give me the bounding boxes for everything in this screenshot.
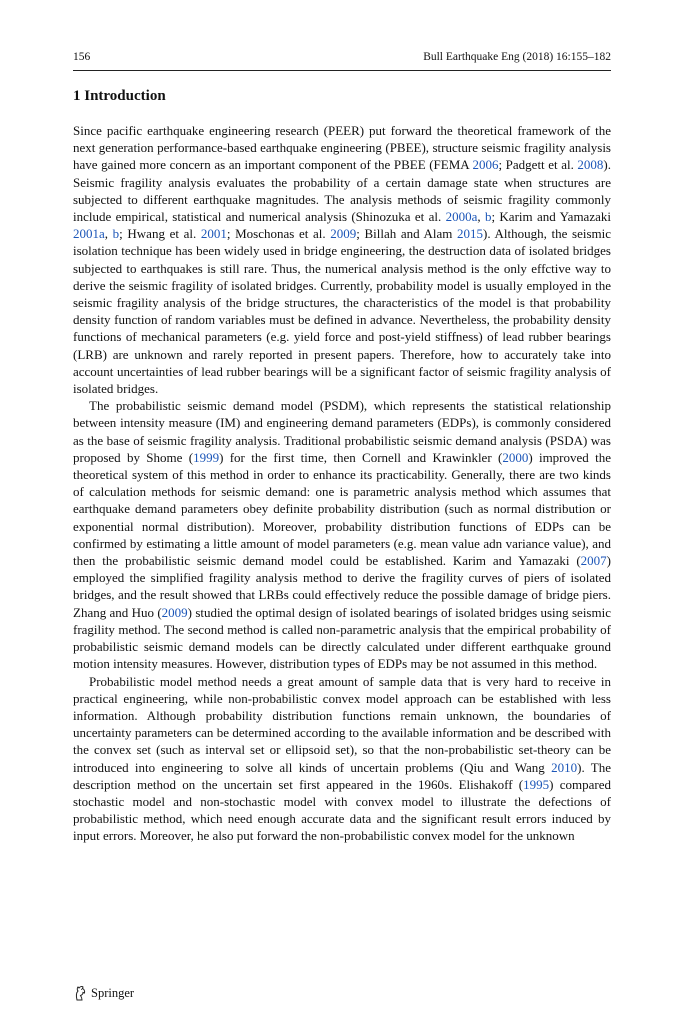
section-heading: 1 Introduction [73,88,166,104]
paragraph-text: ; Padgett et al. [498,157,578,173]
publisher-name: Springer [91,985,135,1000]
citation-link[interactable]: 2001a [73,226,105,242]
paragraph-text: ) employed the simplified fragility analysis method to derive the fragility curves of piers of isolated bridges, and the result showed that LRBs could effectively reduce the possible damage of bridge piers. Zhang and Huo ( [73,553,611,620]
citation-link[interactable]: 2007 [580,553,607,569]
paragraph-text: , [104,226,113,242]
paragraph-text: Since pacific earthquake engineering research (PEER) put forward the theoretical framework of the next generation performance-based earthquake engineering (PBEE), structure seismic fragility analysis have gained more concern as an important component of the PBEE (FEMA [73,123,611,173]
paragraph-text: ; Hwang et al. [119,226,201,242]
citation-link[interactable]: 2010 [551,759,578,775]
citation-link[interactable]: 2000a [445,209,478,225]
citation-link[interactable]: b [484,209,492,225]
paragraph-text: ). Seismic fragility analysis evaluates the probability of a certain damage state when structures are subjected to different earthquake magnitudes. The analysis methods of seismic fragility commonly include empirical, statistical and numerical analysis (Shinozuka et al. [73,157,611,225]
paragraph [73,122,611,397]
running-header [73,50,611,64]
paragraph [73,397,611,672]
header-rule [73,70,611,71]
paragraph-text: ; Moschonas et al. [226,226,331,242]
citation-link[interactable]: b [112,226,120,242]
citation-link[interactable]: 2009 [330,226,357,242]
citation-link[interactable]: 2008 [577,157,604,173]
citation-link[interactable]: 2009 [161,604,188,620]
page-number: 156 [73,51,91,63]
citation-link[interactable]: 1995 [523,776,550,792]
paragraph-text: ) improved the theoretical system of this method in order to enhance its practicability. Generally, there are two kinds of calculation methods for seismic demand: one is parametric analysis method which assumes that earthquake demand parameters obey definite probability distribution (such as normal distribution or exponential normal distribution). Moreover, probability distribution functions of EDPs can be confirmed by estimating a little amount of model parameters (e.g. mean value adn variance value), and then the probabilistic seismic demand model could be established. Karim and Yamazaki ( [73,449,611,569]
paragraph-text: The probabilistic seismic demand model (PSDM), which represents the statistical relationship between intensity measure (IM) and engineering demand parameters (EDPs), is commonly considered as the base of seismic fragility analysis. Traditional probabilistic seismic demand analysis (PSDA) was proposed by Shome ( [73,398,611,465]
publisher-footer [73,985,134,1001]
paragraph-text: ). Although, the seismic isolation technique has been widely used in bridge engineering, the destruction data of isolated bridges subjected to earthquakes is still rare. Thus, the numerical analysis method is the only effctive way to derive the seismic fragility of isolated bridges. Currently, probability model is usually employed in the seismic fragility analysis of the bridge structures, the characteristics of the model is that probability density function of random variables must be defined in advance. Nevertheless, the probability density functions of mechanical parameters (e.g. yield force and post-yield stiffness) of lead rubber bearings (LRB) are unknown and rarely reported in present papers. Therefore, how to accurately take into account uncertainties of lead rubber bearings will be a significant factor of seismic fragility analysis of isolated bridges. [73,226,612,397]
paragraph-text: ) compared stochastic model and non-stochastic model with convex model to illustrate the defections of probabilistic method, which need enough accurate data and the significant result errors induced by input errors. Moreover, he also put forward the non-probabilistic convex model for the unknown [73,776,611,844]
springer-horse-icon [73,985,87,1001]
paragraph-text: , [477,209,485,225]
citation-link[interactable]: 2001 [200,226,227,242]
body-text [73,122,611,845]
paragraph-text: ). The description method on the uncertain set first appeared in the 1960s. Elishakoff ( [73,759,611,792]
citation-link[interactable]: 2000 [502,449,529,465]
paragraph-text: ; Billah and Alam [356,226,458,242]
paragraph-text: Probabilistic model method needs a great amount of sample data that is very hard to receive in practical engineering, while non-probabilistic convex model approach can be established with less information. Although probability distribution functions remain unknown, the boundaries of uncertainty parameters can be determined according to the available information and be described with the convex set (such as interval set or ellipsoid set), so that the non-probabilistic set-theory can be introduced into engineering to solve all kinds of uncertain problems (Qiu and Wang [73,673,611,775]
paragraph [73,673,611,845]
citation-link[interactable]: 2006 [472,157,499,173]
paragraph-text: ) for the first time, then Cornell and Krawinkler ( [219,449,503,465]
journal-citation: Bull Earthquake Eng (2018) 16:155–182 [423,51,611,63]
citation-link[interactable]: 2015 [457,226,484,242]
citation-link[interactable]: 1999 [193,449,220,465]
paragraph-text: ) studied the optimal design of isolated bearings of isolated bridges using seismic fragility method. The second method is called non-parametric analysis that the empirical probability of probabilistic seismic demand models can be directly calculated under different earthquake ground motion intensity measures. However, distribution types of EDPs may be not assumed in this method. [73,604,611,672]
paragraph-text: ; Karim and Yamazaki [491,209,611,225]
